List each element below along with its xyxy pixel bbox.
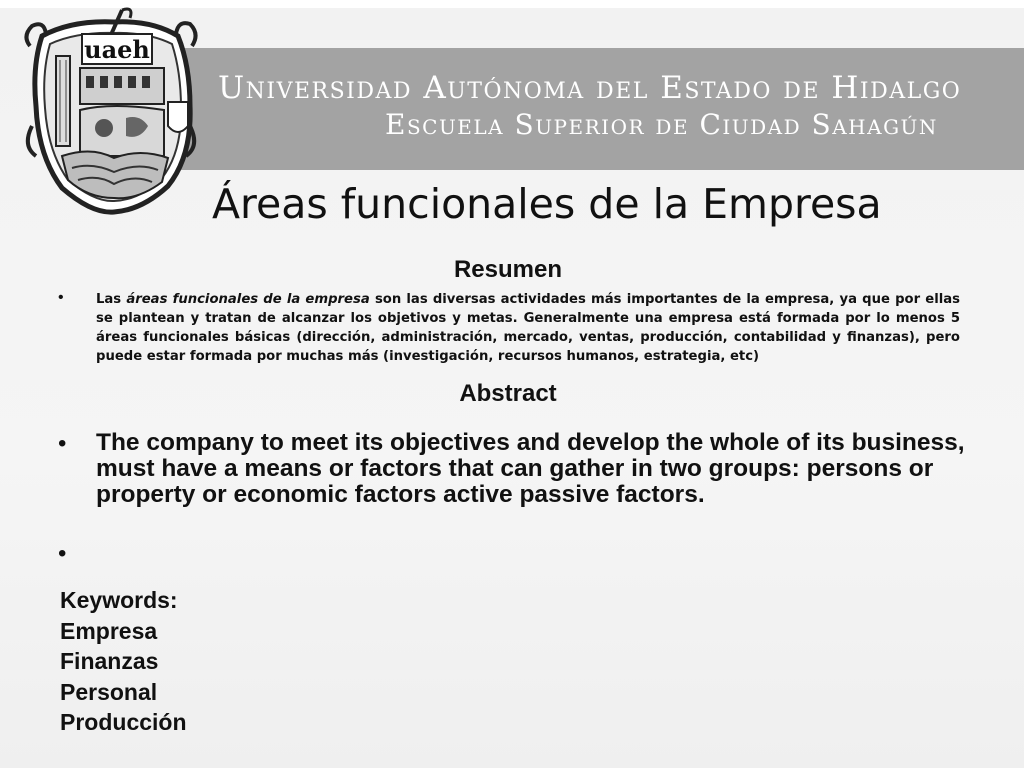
abstract-heading: Abstract (459, 380, 557, 407)
resumen-text-rest: son las diversas actividades más importantes de la empresa, ya que por ellas se plantean y tratan de alcanzar los objetivos y metas. Generalmente una empresa está formada por lo menos 5 áreas funcionales básicas (dirección, administración, mercado, ventas, producción, contabilidad y finanzas), pero puede estar formada por muchas más (investigación, recursos humanos, estrategia, etc) (96, 292, 960, 364)
resumen-paragraph (96, 290, 960, 366)
keyword-item: Empresa (60, 617, 158, 644)
resumen-text-emphasis: áreas funcionales de la empresa (126, 292, 370, 307)
university-seal-logo (22, 6, 200, 218)
slide-title: Áreas funcionales de la Empresa (212, 180, 882, 228)
school-name: Escuela Superior de Ciudad Sahagún (385, 108, 938, 141)
keywords-block (60, 585, 460, 738)
keyword-item: Finanzas (60, 648, 159, 674)
resumen-heading: Resumen (453, 256, 563, 283)
abstract-bullet: • (58, 430, 67, 457)
abstract-paragraph: The company to meet its objectives and develop the whole of its business, must have a means or factors that can gather in two groups: persons or property or economic factors active passive factors. (96, 429, 965, 508)
keywords-label: Keywords: (60, 587, 178, 613)
resumen-text-prefix: Las (96, 292, 127, 307)
svg-text:uaeh: uaeh (84, 35, 150, 64)
abstract-empty-bullet: • (58, 540, 67, 567)
resumen-bullet: • (58, 289, 64, 306)
keyword-item: Producción (60, 709, 187, 735)
keyword-item: Personal (60, 678, 158, 705)
university-name: Universidad Autónoma del Estado de Hidalgo (218, 70, 962, 106)
